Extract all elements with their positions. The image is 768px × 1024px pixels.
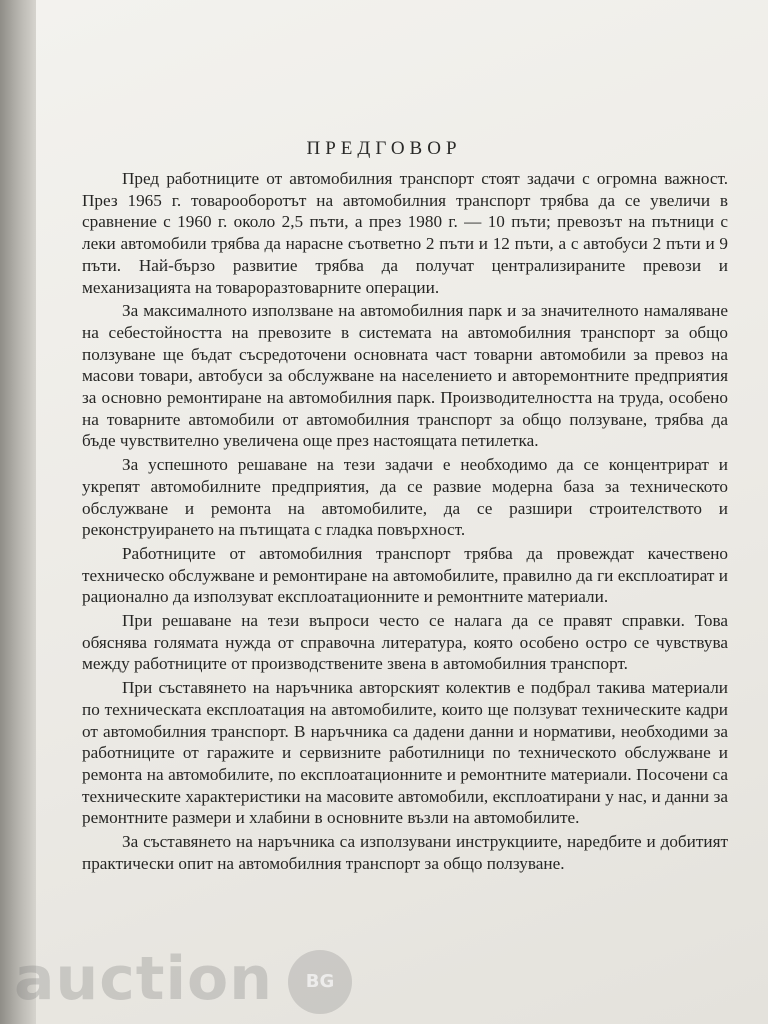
watermark-logo: auction [14, 944, 273, 1014]
paragraph: При решаване на тези въпроси често се налага да се правят справки. Това обяснява голямата нужда от справочна литература, която особено остро се чувствува между работниците от производствените звена в автомобилния транспорт. [82, 611, 728, 674]
paragraph: За съставянето на наръчника са използувани инструкциите, наредбите и добитият практически опит на автомобилния транспорт за общо ползуване. [82, 832, 728, 873]
watermark-badge: BG [288, 950, 352, 1014]
paragraph: Пред работниците от автомобилния транспорт стоят задачи с огромна важност. През 1965 г. товарооборотът на автомобилния транспорт трябва да се увеличи в сравнение с 1960 г. около 2,5 пъти, а през 1980 г. — 10 пъти; превозът на пътници с леки автомобили трябва да нарасне съответно 2 пъти и 12 пъти, а с автобуси 2 пъти и 9 пъти. Най-бързо развитие трябва да получат централизираните превози и механизацията на товароразтоварните операции. [82, 169, 728, 297]
body-text [82, 168, 728, 877]
paragraph: При съставянето на наръчника авторският колектив е подбрал такива материали по техническата експлоатация на автомобилите, които ще ползуват техническите кадри от автомобилния транспорт. В наръчника са дадени данни и нормативи, необходими за работниците от гаражите и сервизните работилници по техническото обслужване и ремонта на автомобилите, по експлоатационните и ремонтните материали. Посочени са техническите характеристики на масовите автомобили, експлоатирани у нас, и данни за ремонтните размери и хлабини в основните възли на автомобилите. [82, 678, 728, 828]
paragraph: За максималното използване на автомобилния парк и за значителното намаляване на себестойността на превозите в системата на автомобилния транспорт за общо ползуване ще бъдат съсредоточени основната част товарни автомобили за превоз на масови товари, автобуси за обслужване на населението и авторемонтните предприятия за основно ремонтиране на автомобилния парк. Производителността на труда, особено на товарните автомобили от автомобилния транспорт за общо ползуване, трябва да бъде чувствително увеличена още през настоящата петилетка. [82, 301, 728, 451]
paragraph: За успешното решаване на тези задачи е необходимо да се концентрират и укрепят автомобилните предприятия, да се развие модерна база за техническото обслужване и ремонта на автомобилите, да се разшири строителството и реконструирането на пътищата с гладка повърхност. [82, 455, 728, 540]
page-title: ПРЕДГОВОР [306, 138, 462, 159]
paragraph: Работниците от автомобилния транспорт трябва да провеждат качествено техническо обслужване и ремонтиране на автомобилите, правилно да ги експлоатират и рационално да използуват експлоатационните и ремонтните материали. [82, 543, 728, 607]
